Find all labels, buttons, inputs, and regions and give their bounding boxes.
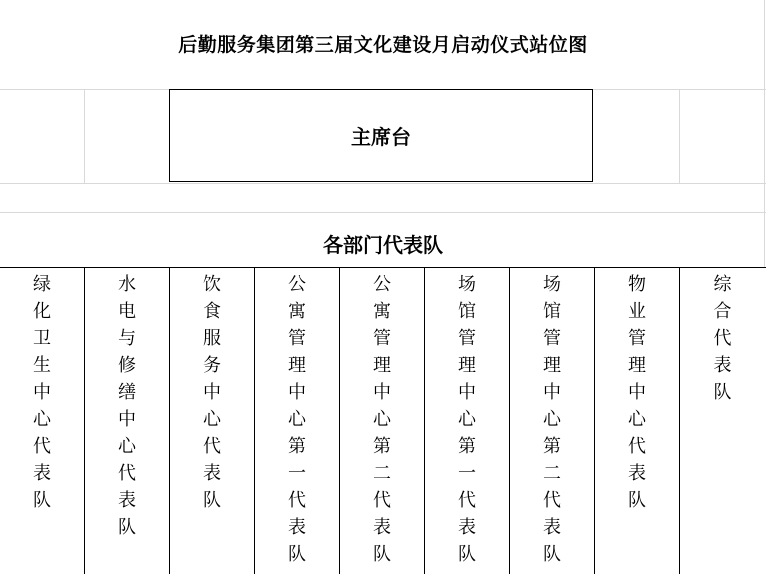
team-name-char: 理 — [288, 355, 306, 376]
team-name-char: 中 — [203, 382, 221, 403]
team-name-char: 第 — [373, 436, 391, 457]
team-name-char: 服 — [203, 328, 221, 349]
team-name-char: 电 — [118, 301, 136, 322]
team-name-char: 心 — [458, 409, 476, 430]
team-name-char: 绿 — [33, 274, 51, 295]
team-name-char: 队 — [543, 544, 561, 565]
team-name-char: 中 — [458, 382, 476, 403]
team-column — [0, 268, 85, 574]
team-name-char: 表 — [203, 463, 221, 484]
team-name-char: 理 — [458, 355, 476, 376]
team-name-char: 化 — [33, 301, 51, 322]
team-name-char: 二 — [543, 463, 561, 484]
team-column — [255, 268, 340, 574]
team-name-char: 管 — [373, 328, 391, 349]
team-name-char: 队 — [713, 382, 732, 403]
team-name-char: 第 — [543, 436, 561, 457]
team-name-char: 中 — [118, 409, 136, 430]
team-name-char: 理 — [543, 355, 561, 376]
page-title: 后勤服务集团第三届文化建设月启动仪式站位图 — [178, 34, 588, 56]
team-name-char: 业 — [628, 301, 646, 322]
team-name-char: 管 — [628, 328, 646, 349]
team-column — [85, 268, 170, 574]
team-name-char: 卫 — [33, 328, 51, 349]
team-name-char: 队 — [458, 544, 476, 565]
team-name-char: 寓 — [373, 301, 391, 322]
team-name-char: 代 — [203, 436, 221, 457]
team-name-char: 公 — [288, 274, 306, 295]
team-column — [680, 268, 765, 574]
team-name-char: 心 — [543, 409, 561, 430]
team-name-char: 表 — [713, 355, 732, 376]
team-name-char: 队 — [203, 490, 221, 511]
team-name-char: 第 — [288, 436, 306, 457]
team-name-char: 综 — [713, 274, 732, 295]
team-name-char: 代 — [713, 328, 732, 349]
team-name-char: 管 — [543, 328, 561, 349]
main-stage-box — [169, 89, 593, 182]
team-column — [425, 268, 510, 574]
team-name-char: 代 — [628, 436, 646, 457]
team-name-char: 代 — [33, 436, 51, 457]
team-name-char: 第 — [458, 436, 476, 457]
team-name-char: 管 — [458, 328, 476, 349]
team-name-char: 表 — [373, 517, 391, 538]
gridline — [679, 89, 680, 183]
teams-row — [0, 267, 766, 574]
team-name-char: 管 — [288, 328, 306, 349]
main-stage-label: 主席台 — [351, 125, 411, 149]
team-name-char: 中 — [543, 382, 561, 403]
team-name-char: 饮 — [203, 274, 221, 295]
team-name-char: 心 — [288, 409, 306, 430]
team-name-char: 队 — [288, 544, 306, 565]
team-column — [340, 268, 425, 574]
team-name-char: 场 — [458, 274, 476, 295]
team-name-char: 表 — [33, 463, 51, 484]
team-name-char: 代 — [373, 490, 391, 511]
team-name-char: 一 — [288, 463, 306, 484]
team-name-char: 中 — [288, 382, 306, 403]
team-name-char: 公 — [373, 274, 391, 295]
team-name-char: 代 — [118, 463, 136, 484]
team-name-char: 队 — [373, 544, 391, 565]
team-name-char: 馆 — [458, 301, 476, 322]
team-column — [510, 268, 595, 574]
team-name-char: 物 — [628, 274, 646, 295]
team-name-char: 务 — [203, 355, 221, 376]
team-name-char: 寓 — [288, 301, 306, 322]
team-name-char: 理 — [628, 355, 646, 376]
team-name-char: 食 — [203, 301, 221, 322]
team-name-char: 心 — [118, 436, 136, 457]
team-name-char: 代 — [458, 490, 476, 511]
team-name-char: 心 — [628, 409, 646, 430]
team-name-char: 二 — [373, 463, 391, 484]
team-name-char: 修 — [118, 355, 136, 376]
team-name-char: 中 — [628, 382, 646, 403]
team-name-char: 表 — [458, 517, 476, 538]
gridline — [84, 89, 85, 183]
team-name-char: 场 — [543, 274, 561, 295]
gridline — [0, 183, 766, 184]
team-name-char: 心 — [373, 409, 391, 430]
gridline — [0, 212, 766, 213]
team-name-char: 队 — [118, 517, 136, 538]
team-name-char: 表 — [543, 517, 561, 538]
team-name-char: 一 — [458, 463, 476, 484]
department-heading: 各部门代表队 — [323, 233, 443, 257]
team-name-char: 表 — [288, 517, 306, 538]
team-name-char: 生 — [33, 355, 51, 376]
team-name-char: 队 — [628, 490, 646, 511]
team-column — [170, 268, 255, 574]
team-column — [595, 268, 680, 574]
team-name-char: 表 — [628, 463, 646, 484]
team-name-char: 水 — [118, 274, 136, 295]
team-name-char: 心 — [203, 409, 221, 430]
team-name-char: 合 — [713, 301, 732, 322]
team-name-char: 代 — [288, 490, 306, 511]
team-name-char: 理 — [373, 355, 391, 376]
team-name-char: 中 — [373, 382, 391, 403]
team-name-char: 代 — [543, 490, 561, 511]
team-name-char: 馆 — [543, 301, 561, 322]
team-name-char: 表 — [118, 490, 136, 511]
team-name-char: 队 — [33, 490, 51, 511]
team-name-char: 与 — [118, 328, 136, 349]
team-name-char: 心 — [33, 409, 51, 430]
team-name-char: 缮 — [118, 382, 136, 403]
team-name-char: 中 — [33, 382, 51, 403]
